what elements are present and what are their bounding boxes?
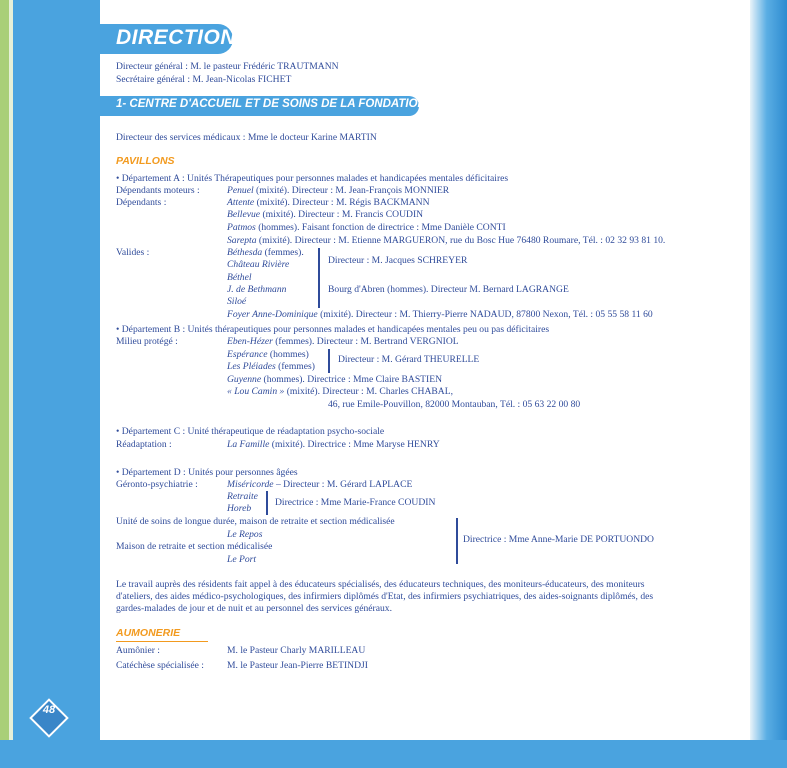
esperance-details: (hommes) [269, 349, 309, 360]
dependants-moteurs-label: Dépendants moteurs : [116, 185, 200, 196]
le-repos: Le Repos [227, 529, 263, 540]
aumonerie-rule [116, 641, 208, 642]
sidebar-edge [0, 0, 9, 768]
guyenne-details: (hommes). Directrice : Mme Claire BASTIEN [263, 374, 443, 385]
director-general-row [116, 61, 339, 73]
eben-hezer-details: (femmes). Directeur : M. Bertrand VERGNIOL [275, 336, 459, 347]
catechese-label: Catéchèse spécialisée : [116, 660, 204, 671]
dept-d-group2-director: Directrice : Mme Anne-Marie DE PORTUONDO [463, 534, 654, 545]
secretary-general-label: Secrétaire général : [116, 74, 191, 85]
group-bracket-2 [318, 272, 320, 308]
sarepta-details: (mixité). Directeur : M. Etienne MARGUERON, rue du Bosc Hue 76480 Roumare, Tél. : 02 32 93 81 10. [258, 235, 666, 246]
aumonier-label: Aumônier : [116, 645, 160, 656]
la-famille-name: La Famille [227, 439, 270, 450]
geronto-label: Géronto-psychiatrie : [116, 479, 198, 490]
dept-a-title: • Département A : Unités Thérapeutiques pour personnes malades et handicapées mentales déficitaires [116, 173, 509, 184]
sarepta-row [227, 235, 665, 247]
foyer-details: (mixité). Directeur : M. Thierry-Pierre NADAUD, 87800 Nexon, Tél. : 05 55 58 11 60 [320, 309, 653, 320]
attente-row [227, 197, 430, 209]
section-title: 1- CENTRE D'ACCUEIL ET DE SOINS DE LA FONDATION [116, 98, 426, 110]
lou-camin-name: « Lou Camin » [227, 386, 285, 397]
retraite: Retraite [227, 491, 258, 502]
dept-b-group-director: Directeur : M. Gérard THEURELLE [338, 354, 480, 365]
paragraph-line-2: d'ateliers, des aides médico-psychologiques, des infirmiers diplômés d'Etat, des infirmiers psychiatriques, des aides-soignants diplômés, des [116, 591, 654, 602]
penuel-name: Penuel [227, 185, 254, 196]
foyer-name: Foyer Anne-Dominique [227, 309, 318, 320]
attente-details: (mixité). Directeur : M. Régis BACKMANN [256, 197, 430, 208]
aumonier-value: M. le Pasteur Charly MARILLEAU [227, 645, 366, 656]
bellevue-row [227, 209, 423, 221]
patmos-name: Patmos [227, 222, 256, 233]
eben-hezer-name: Eben-Hézer [227, 336, 273, 347]
lou-camin-address: 46, rue Emile-Pouvillon, 82000 Montauban, Tél. : 05 63 22 00 80 [328, 399, 581, 410]
la-famille-row [227, 439, 440, 451]
bethesda-name: Béthesda [227, 247, 263, 258]
penuel-row [227, 185, 449, 197]
dept-d-title: • Département D : Unités pour personnes âgées [116, 467, 298, 478]
guyenne-row [227, 374, 442, 386]
chateau-riviere: Château Rivière [227, 259, 290, 270]
maison-retraite-label: Maison de retraite et section médicalisée [116, 541, 273, 552]
lou-camin-row [227, 386, 453, 398]
staff-paragraph [116, 579, 721, 615]
paragraph-line-1: Le travail auprès des résidents fait appel à des éducateurs spécialisés, des éducateurs techniques, des moniteurs-éducateurs, des moniteurs [116, 579, 645, 590]
usld-label: Unité de soins de longue durée, maison de retraite et section médicalisée [116, 516, 395, 527]
dependants-label: Dépendants : [116, 197, 167, 208]
bottom-band [0, 740, 787, 768]
bellevue-name: Bellevue [227, 209, 261, 220]
sidebar-edge-highlight [9, 0, 13, 768]
page-title: DIRECTION [116, 26, 236, 49]
readaptation-label: Réadaptation : [116, 439, 172, 450]
eben-hezer-row [227, 336, 459, 348]
group-bracket-4 [266, 491, 268, 515]
esperance-name: Espérance [227, 349, 268, 360]
bethmann: J. de Bethmann [227, 284, 287, 295]
paragraph-line-3: gardes-malades de jour et de nuit et au personnel des services généraux. [116, 603, 392, 614]
left-sidebar [0, 0, 100, 768]
group-bracket-5 [456, 518, 458, 564]
group1-director: Directeur : M. Jacques SCHREYER [328, 255, 468, 266]
bethel: Béthel [227, 272, 252, 283]
la-famille-details: (mixité). Directrice : Mme Maryse HENRY [271, 439, 440, 450]
bethesda-row [227, 247, 304, 259]
dept-d-group-director: Directrice : Mme Marie-France COUDIN [275, 497, 436, 508]
guyenne-name: Guyenne [227, 374, 262, 385]
lou-camin-details: (mixité). Directeur : M. Charles CHABAL, [286, 386, 453, 397]
page-number: 48 [42, 704, 56, 716]
sarepta-name: Sarepta [227, 235, 257, 246]
director-general-value: M. le pasteur Frédéric TRAUTMANN [190, 61, 339, 72]
siloe: Siloé [227, 296, 247, 307]
catechese-value: M. le Pasteur Jean-Pierre BETINDJI [227, 660, 368, 671]
bethesda-details: (femmes). [264, 247, 304, 258]
patmos-details: (hommes). Faisant fonction de directrice : Mme Danièle CONTI [258, 222, 506, 233]
pleiades-row [227, 361, 315, 373]
pleiades-details: (femmes) [278, 361, 315, 372]
secretary-general-value: M. Jean-Nicolas FICHET [192, 74, 292, 85]
misericorde-details: – Directeur : M. Gérard LAPLACE [275, 479, 413, 490]
dept-c-title: • Département C : Unité thérapeutique de réadaptation psycho-sociale [116, 426, 385, 437]
secretary-general-row [116, 74, 291, 86]
medical-director: Directeur des services médicaux : Mme le docteur Karine MARTIN [116, 132, 377, 143]
misericorde-name: Miséricorde [227, 479, 274, 490]
director-general-label: Directeur général : [116, 61, 188, 72]
group2-director: Bourg d'Abren (hommes). Directeur M. Bernard LAGRANGE [328, 284, 569, 295]
pavillons-heading: PAVILLONS [116, 155, 175, 167]
group-bracket-1 [318, 248, 320, 272]
le-port: Le Port [227, 554, 257, 565]
valides-label: Valides : [116, 247, 150, 258]
attente-name: Attente [227, 197, 255, 208]
aumonerie-heading: AUMONERIE [116, 627, 181, 639]
pleiades-name: Les Pléiades [227, 361, 276, 372]
bellevue-details: (mixité). Directeur : M. Francis COUDIN [262, 209, 424, 220]
penuel-details: (mixité). Directeur : M. Jean-François MONNIER [256, 185, 450, 196]
horeb: Horeb [227, 503, 252, 514]
esperance-row [227, 349, 309, 361]
group-bracket-3 [328, 349, 330, 373]
milieu-protege-label: Milieu protégé : [116, 336, 178, 347]
dept-b-title: • Département B : Unités thérapeutiques pour personnes malades et handicapées mentales peu ou pas déficitaires [116, 324, 550, 335]
foyer-row [227, 309, 653, 321]
misericorde-row [227, 479, 412, 491]
right-sidebar [750, 0, 787, 768]
patmos-row [227, 222, 506, 234]
